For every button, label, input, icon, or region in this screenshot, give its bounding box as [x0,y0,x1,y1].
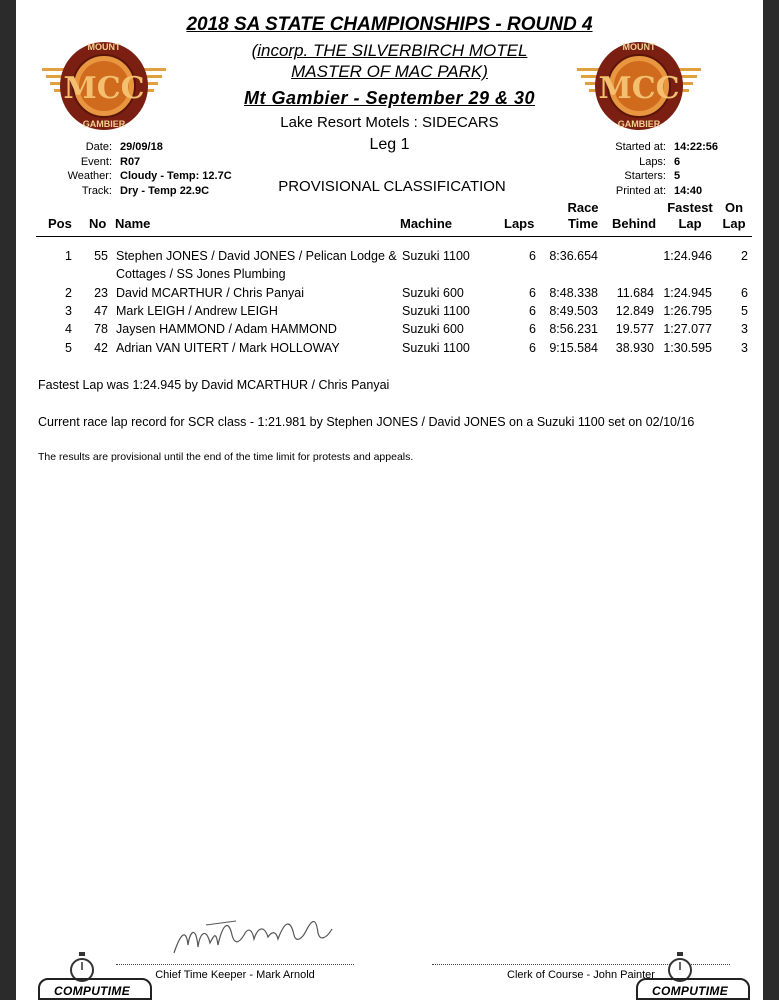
row-name-cont: Cottages / SS Jones Plumbing [116,267,286,281]
table-row [16,322,763,340]
row-time: 8:49.503 [549,304,598,318]
row-machine: Suzuki 600 [402,322,464,336]
col-behind: Behind [612,216,657,231]
row-name: Jaysen HAMMOND / Adam HAMMOND [116,322,337,336]
row-laps: 6 [529,304,536,318]
results-sheet [16,0,763,1000]
classification-heading: PROVISIONAL CLASSIFICATION [278,178,506,195]
header-rule [36,236,752,237]
row-behind: 11.684 [616,286,654,300]
row-name: Stephen JONES / David JONES / Pelican Lodge & [116,249,397,263]
starters-label: Starters: [624,170,666,182]
starters-value: 5 [674,170,681,182]
laps-label: Laps: [639,155,666,168]
signature-image [166,905,346,961]
row-no: 55 [94,249,108,263]
logo-bottom-text: GAMBIER [82,119,126,129]
track-value: Dry - Temp 22.9C [120,184,210,197]
row-time: 9:15.584 [549,341,598,355]
row-laps: 6 [529,341,536,355]
started-label: Started at: [615,141,666,153]
row-no: 47 [94,304,108,318]
logo-center-text: MCC [63,71,145,106]
event-name: Lake Resort Motels : SIDECARS [280,114,499,131]
clerk-label: Clerk of Course - John Painter [507,969,655,981]
row-onlap: 3 [741,341,748,355]
col-time: Time [567,216,599,231]
computime-text: COMPUTIME [54,984,131,998]
computime-logo-right [636,952,754,1000]
col-name: Name [115,216,151,231]
logo-bottom-text: GAMBIER [617,119,661,129]
row-onlap: 6 [741,286,748,300]
table-row [16,304,763,322]
date-value: 29/09/18 [120,141,163,153]
row-no: 23 [94,286,108,300]
row-no: 78 [94,322,108,336]
computime-text: COMPUTIME [652,984,729,998]
row-name: David MCARTHUR / Chris Panyai [116,286,305,300]
row-time: 8:56.231 [549,322,598,336]
computime-logo-left [38,952,156,1000]
col-onlap-1: On [724,200,744,215]
weather-value: Cloudy - Temp: 12.7C [120,170,232,182]
printed-value: 14:40 [674,184,703,197]
time-keeper-label: Chief Time Keeper - Mark Arnold [155,969,315,981]
table-row [16,286,763,304]
row-machine: Suzuki 600 [402,286,464,300]
col-laps: Laps [504,216,535,231]
row-onlap: 5 [741,304,748,318]
table-row [16,249,763,285]
logo-top-text: MOUNT [622,42,656,52]
row-laps: 6 [529,322,536,336]
table-row [16,341,763,359]
row-time: 8:48.338 [549,286,598,300]
row-onlap: 3 [741,322,748,336]
laps-value: 6 [674,155,681,168]
col-pos: Pos [48,216,72,231]
row-time: 8:36.654 [549,249,598,263]
row-pos: 3 [65,304,72,318]
row-fastest: 1:27.077 [663,322,712,336]
event-value: R07 [120,155,141,168]
weather-label: Weather: [67,170,112,182]
subtitle-line-2: MASTER OF MAC PARK) [291,62,488,81]
row-pos: 5 [65,341,72,355]
location-dates: Mt Gambier - September 29 & 30 [243,88,536,108]
row-behind: 12.849 [615,304,654,318]
provisional-note: The results are provisional until the end of the time limit for protests and appeals. [38,451,414,463]
row-pos: 2 [65,286,72,300]
row-fastest: 1:24.945 [663,286,712,300]
row-name: Mark LEIGH / Andrew LEIGH [116,304,278,318]
meta-right [566,140,756,200]
row-name: Adrian VAN UITERT / Mark HOLLOWAY [116,341,340,355]
row-onlap: 2 [741,249,748,263]
started-value: 14:22:56 [674,141,719,153]
col-no: No [89,216,107,231]
row-behind: 38.930 [615,341,654,355]
col-fastest-2: Lap [678,216,702,231]
lap-record-note: Current race lap record for SCR class - 1:21.981 by Stephen JONES / David JONES on a Suzuki 1100 set on 02/10/16 [38,415,695,429]
row-fastest: 1:24.946 [663,249,712,263]
meta-left [32,140,272,200]
row-pos: 1 [65,249,72,263]
col-machine: Machine [400,216,453,231]
row-laps: 6 [529,249,536,263]
subtitle-line-1: (incorp. THE SILVERBIRCH MOTEL [251,41,528,60]
logo-top-text: MOUNT [87,42,121,52]
logo-center-text: MCC [598,71,680,106]
row-laps: 6 [529,286,536,300]
row-machine: Suzuki 1100 [402,304,470,318]
date-label: Date: [85,141,112,153]
row-behind: 19.577 [615,322,654,336]
track-label: Track: [81,184,112,197]
row-machine: Suzuki 1100 [402,249,470,263]
row-pos: 4 [65,322,72,336]
fastest-lap-note: Fastest Lap was 1:24.945 by David MCARTHUR / Chris Panyai [38,378,390,392]
row-fastest: 1:26.795 [663,304,712,318]
row-fastest: 1:30.595 [663,341,712,355]
col-fastest-1: Fastest [667,200,713,215]
page-title: 2018 SA STATE CHAMPIONSHIPS - ROUND 4 [186,14,593,35]
event-label: Event: [80,155,112,168]
col-onlap-2: Lap [722,216,746,231]
printed-label: Printed at: [615,184,666,197]
col-race-1: Race [567,200,599,215]
row-machine: Suzuki 1100 [402,341,470,355]
leg-label: Leg 1 [369,136,410,153]
row-no: 42 [94,341,108,355]
